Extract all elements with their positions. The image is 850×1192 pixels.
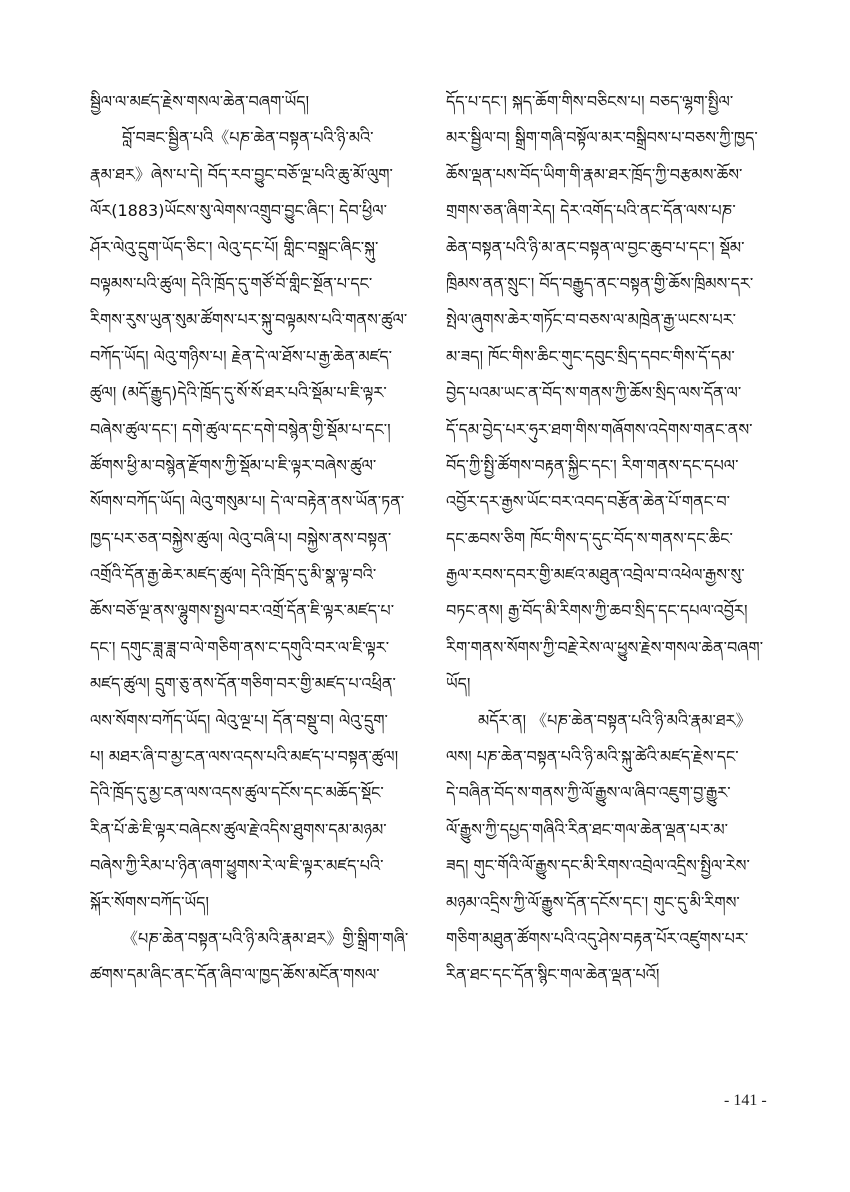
right-text-column	[446, 84, 808, 994]
text-line: ཁྲིམས་ནན་སྲུང་། བོད་བརྒྱུད་ནང་བསྟན་གྱི་ཆོས་ཁྲིམས་དར་	[446, 273, 754, 293]
text-line: མར་སྦྱིལ་བ། སྒྲིག་གཞི་བསྟོལ་མར་བསྒྲིབས་པ་བཅས་ཀྱི་ཁྱད་	[446, 128, 758, 148]
text-line: ཡོད།	[446, 674, 471, 694]
paragraph-start-line: 《པཎ་ཆེན་བསྟན་པའི་ཉི་མའི་རྣམ་ཐར》གྱི་སྒྲིག་གཞི་	[122, 928, 409, 948]
text-line: དེ་བཞིན་བོད་ས་གནས་ཀྱི་ལོ་རྒྱུས་ལ་ཞིབ་འཇུག་བྱ་རྒྱུར་	[446, 783, 731, 803]
text-line: བཞེས་ཚུལ་དང་། དགེ་ཚུལ་དང་དགེ་བསྙེན་གྱི་སྡོམ་པ་དང་།	[90, 419, 391, 439]
text-line: ལོ་རྒྱུས་ཀྱི་དཔྱད་གཞིའི་རིན་ཐང་གལ་ཆེན་ལྡན་པར་མ་	[446, 819, 728, 839]
text-line: མཉམ་འདྲིས་ཀྱི་ལོ་རྒྱུས་དོན་དངོས་དང་། གུང་དུ་མི་རིགས་	[446, 892, 740, 912]
text-line: ཤོར་ལེའུ་དྲུག་ཡོད་ཅིང་། ལེའུ་དང་པོ། གླིང་བསྒྲང་ཞིང་སྐུ་	[90, 237, 379, 257]
text-line: ཆོས་ལྡན་པས་བོད་ཡིག་གི་རྣམ་ཐར་ཁྲོད་ཀྱི་བརྩམས་ཆོས་	[446, 164, 743, 184]
text-line: འབྱོར་དར་རྒྱས་ཡོང་བར་འབད་བརྩོན་ཆེན་པོ་གནང་བ་	[446, 492, 730, 512]
text-line: གཅིག་མཐུན་ཚོགས་པའི་འདུ་ཤེས་བརྟན་པོར་འཛུགས་པར་	[446, 928, 749, 948]
text-line: རིག་གནས་སོགས་ཀྱི་བརྗེ་རེས་ལ་ཕྱུས་རྗེས་གསལ་ཆེན་བཞག་	[446, 637, 764, 657]
text-line: རྣམ་ཐར》ཞེས་པ་དེ། བོད་རབ་བྱུང་བཅོ་ལྔ་པའི་ཆུ་མོ་ལུག་	[90, 164, 393, 184]
text-line: སྤེལ་ཞུགས་ཆེར་གཏོང་བ་བཅས་ལ་མཁྲེན་རྒྱ་ཡངས་པར་	[446, 310, 737, 330]
text-line: དོད་པ་དང་། སྐད་ཆོག་གིས་བཅིངས་པ། བཅད་ལྷག་སྤྱིལ་	[446, 92, 734, 111]
text-line: དེའི་ཁྲོད་དུ་མྱ་ངན་ལས་འདས་ཚུལ་དངོས་དང་མཆོད་སྡོང་	[90, 783, 384, 803]
left-text-column	[90, 84, 452, 994]
text-line: རིགས་རུས་ཡུན་སུམ་ཚོགས་པར་སྐུ་བལྟམས་པའི་གནས་ཚུལ་	[90, 310, 408, 330]
text-line: ཚོགས་ཕྱི་མ་བསྙེན་རྫོགས་ཀྱི་སྡོམ་པ་ཇི་ལྟར་བཞེས་ཚུལ་	[90, 455, 377, 475]
paragraph-start-line: བློ་བཟང་སྦྱིན་པའི《པཎ་ཆེན་བསྟན་པའི་ཉི་མའི་	[122, 128, 374, 148]
text-line: ཟད། གུང་གོའི་ལོ་རྒྱུས་དང་མི་རིགས་འབྲེལ་འདྲིས་སྤྱིལ་རེས་	[446, 856, 750, 876]
text-line: བཀོད་ཡོད། ལེའུ་གཉིས་པ། རྗེན་དེ་ལ་ཐོས་པ་རྒྱ་ཆེན་མཛད་	[90, 346, 392, 366]
text-line: བཏང་ནས། རྒྱ་བོད་མི་རིགས་ཀྱི་ཆབ་སྲིད་དང་དཔལ་འབྱོར།	[446, 601, 748, 621]
text-line: ལས་སོགས་བཀོད་ཡོད། ལེའུ་ལྔ་པ། དོན་བསྡུ་བ། ལེའུ་དྲུག་	[90, 710, 388, 730]
text-line: སྦྱིལ་ལ་མཛད་རྗེས་གསལ་ཆེན་བཞག་ཡོད།	[90, 92, 310, 111]
text-line: བལྟམས་པའི་ཚུལ། དེའི་ཁྲོད་དུ་གཙོ་བོ་གླིང་སྔོན་པ་དང་	[90, 273, 373, 293]
text-line: འགྲོའི་དོན་རྒྱ་ཆེར་མཛད་ཚུལ། དེའི་ཁྲོད་དུ་མི་སྣ་ལྟ་བའི་	[90, 565, 377, 585]
page-number: - 141 -	[724, 1092, 767, 1109]
text-line: ཚུལ། (མདོ་རྒྱུད)དེའི་ཁྲོད་དུ་སོ་སོ་ཐར་པའི་སྡོམ་པ་ཇི་ལྟར་	[90, 383, 387, 403]
text-line: ལས། པཎ་ཆེན་བསྟན་པའི་ཉི་མའི་སྐུ་ཚེའི་མཛད་རྗེས་དང་	[446, 747, 739, 767]
text-line: པ། མཐར་ཞི་བ་མྱ་ངན་ལས་འདས་པའི་མཛད་པ་བསྟན་ཚུལ།	[90, 747, 399, 767]
paragraph-start-line: མདོར་ན། 《པཎ་ཆེན་བསྟན་པའི་ཉི་མའི་རྣམ་ཐར》	[478, 710, 752, 730]
text-line: སོགས་བཀོད་ཡོད། ལེའུ་གསུམ་པ། དེ་ལ་བརྟེན་ནས་ཡོན་ཏན་	[90, 492, 405, 512]
text-line: མ་ཟད། ཁོང་གིས་ཆིང་གུང་དབུང་སྲིད་དབང་གིས་དོ་དམ་	[446, 346, 735, 366]
text-line: བོད་ཀྱི་སྤྱི་ཚོགས་བརྟན་སྐྱིང་དང་། རིག་གནས་དང་དཔལ་	[446, 455, 739, 475]
text-line: ཆེན་བསྟན་པའི་ཉི་མ་ནང་བསྟན་ལ་བྱང་ཆུབ་པ་དང་། སྡོམ་	[446, 237, 745, 257]
text-line: མཛད་ཚུལ། དྲུག་ཅུ་ནས་དོན་གཅིག་བར་གྱི་མཛད་པ་འཕྲིན་	[90, 674, 396, 694]
text-line: རིན་པོ་ཆེ་ཇི་ལྟར་བཞེངས་ཚུལ་རྗེ་འདིས་ཐུགས་དམ་མཉམ་	[90, 819, 387, 839]
text-line: ཆོས་བཅོ་ལྔ་ནས་ལྷུགས་སྤྱལ་བར་འགྲོ་དོན་ཇི་ལྟར་མཛད་པ་	[90, 601, 395, 621]
text-line: རིན་ཐང་དང་དོན་སྙིང་གལ་ཆེན་ལྡན་པའོ།	[446, 965, 660, 985]
text-line: བྱེད་པའམ་ཡང་ན་བོད་ས་གནས་ཀྱི་ཆོས་སྲིད་ལས་དོན་ལ་	[446, 383, 742, 403]
text-line: བཞེས་ཀྱི་རིམ་པ་ཉིན་ཞག་ཕྱུགས་རེ་ལ་ཇི་ལྟར་མཛད་པའི་	[90, 856, 384, 876]
text-line: ཚགས་དམ་ཞིང་ནང་དོན་ཞིབ་ལ་ཁྱད་ཆོས་མངོན་གསལ་	[90, 965, 380, 985]
text-line: གྲགས་ཅན་ཞིག་རེད། དེར་འགོད་པའི་ནང་དོན་ལས་པཎ་	[446, 201, 736, 221]
text-line: སྐོར་སོགས་བཀོད་ཡོད།	[90, 892, 209, 912]
text-line: ལོར(1883)ཡོངས་སུ་ལེགས་འགྲུབ་བྱུང་ཞིང་། དེབ་ཕྱིལ་	[90, 201, 387, 221]
text-line: ཁྱད་པར་ཅན་བསྐྱེས་ཚུལ། ལེའུ་བཞི་པ། བསྐྱེས་ནས་བསྟན་	[90, 528, 392, 548]
text-line: དོ་དམ་བྱེད་པར་ཧུར་ཐག་གིས་གཞོགས་འདེགས་གནང་ནས་	[446, 419, 753, 439]
text-line: དང་། དགུང་ཟླ་ཟླ་བ་ལེ་གཅིག་ནས་ང་དགུའི་བར་ལ་ཇི་ལྟར་	[90, 637, 390, 657]
text-line: རྒྱལ་རབས་དབར་གྱི་མཛའ་མཐུན་འབྲེལ་བ་འཕེལ་རྒྱས་སུ་	[446, 565, 745, 585]
text-line: དང་ཆབས་ཅིག ཁོང་གིས་ད་དུང་བོད་ས་གནས་དང་ཆིང་	[446, 528, 733, 548]
